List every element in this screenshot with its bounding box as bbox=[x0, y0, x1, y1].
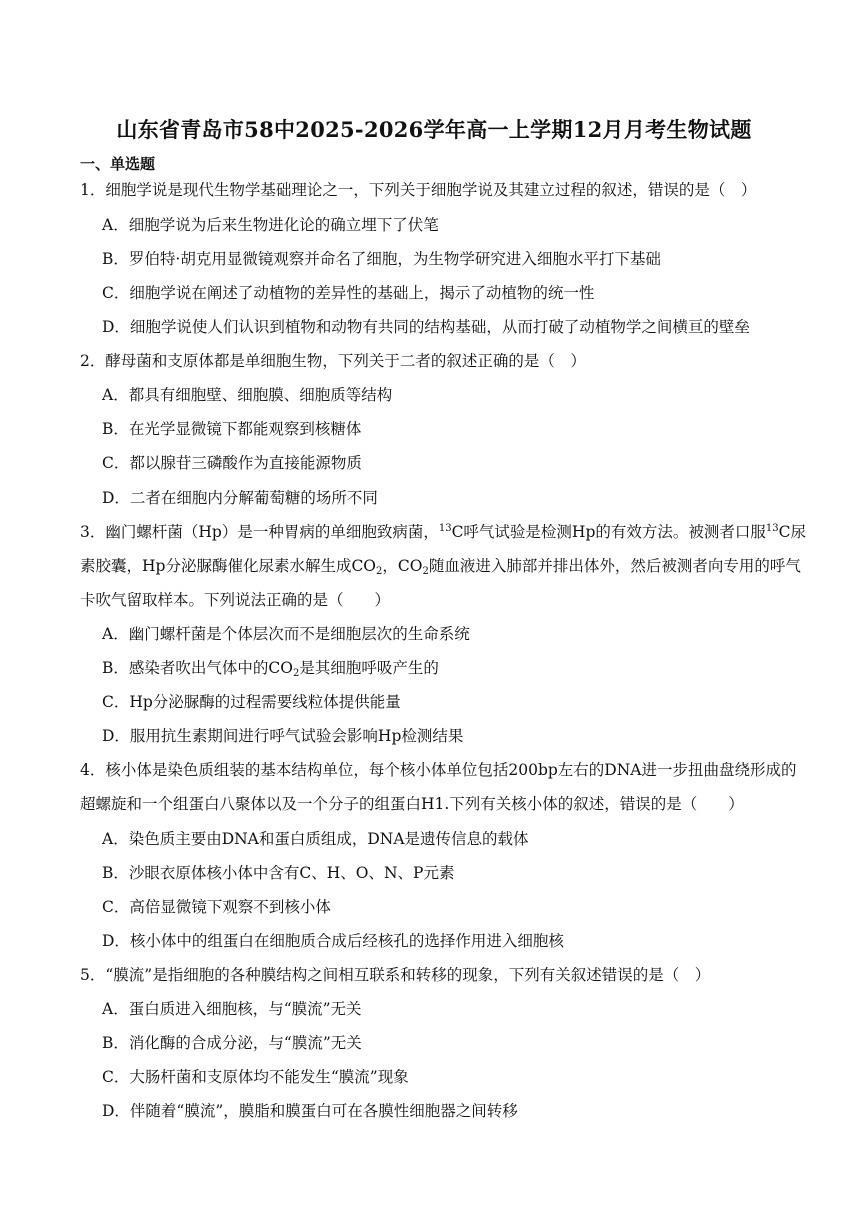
question-number: 4． bbox=[80, 761, 106, 779]
question-3-stem-line-2 bbox=[80, 556, 800, 576]
question-2-stem bbox=[80, 351, 800, 371]
section-heading: 一、单选题 bbox=[80, 155, 156, 173]
question-number: 5． bbox=[80, 966, 106, 984]
question-text: C呼气试验是检测Hp的有效方法。被测者口服 bbox=[451, 523, 766, 541]
question-text: 随血液进入肺部并排出体外，然后被测者向专用的呼气 bbox=[428, 557, 801, 575]
subscript: 2 bbox=[422, 566, 429, 577]
question-1-option-a: A．细胞学说为后来生物进化论的确立埋下了伏笔 bbox=[102, 216, 439, 234]
question-text: 幽门螺杆菌（Hp）是一种胃病的单细胞致病菌， bbox=[105, 523, 439, 541]
question-3-option-a: A．幽门螺杆菌是个体层次而不是细胞层次的生命系统 bbox=[102, 625, 470, 643]
question-text: 核小体是染色质组装的基本结构单位，每个核小体单位包括200bp左右的DNA进一步扭曲盘绕形成的 bbox=[105, 761, 797, 779]
question-text: ，CO bbox=[382, 557, 423, 575]
question-1-option-c: C．细胞学说在阐述了动植物的差异性的基础上，揭示了动植物的统一性 bbox=[102, 284, 595, 302]
isotope-superscript: 13 bbox=[765, 523, 779, 534]
question-number: 2． bbox=[80, 352, 106, 370]
question-3-stem-line-1 bbox=[80, 522, 806, 542]
subscript: 2 bbox=[292, 668, 300, 679]
question-5-stem bbox=[80, 965, 800, 985]
question-5-option-a: A．蛋白质进入细胞核，与“膜流”无关 bbox=[102, 1000, 362, 1018]
question-1-option-b: B．罗伯特·胡克用显微镜观察并命名了细胞，为生物学研究进入细胞水平打下基础 bbox=[102, 250, 661, 268]
question-5-option-d: D．伴随着“膜流”，膜脂和膜蛋白可在各膜性细胞器之间转移 bbox=[102, 1102, 518, 1120]
question-number: 1． bbox=[80, 181, 106, 199]
question-3-option-d: D．服用抗生素期间进行呼气试验会影响Hp检测结果 bbox=[102, 727, 464, 745]
question-4-option-b: B．沙眼衣原体核小体中含有C、H、O、N、P元素 bbox=[102, 864, 455, 882]
question-text: “膜流”是指细胞的各种膜结构之间相互联系和转移的现象，下列有关叙述错误的是（ ） bbox=[105, 966, 711, 984]
option-text: 是其细胞呼吸产生的 bbox=[299, 659, 439, 677]
question-text: 素胶囊，Hp分泌脲酶催化尿素水解生成CO bbox=[80, 557, 377, 575]
isotope-superscript: 13 bbox=[438, 523, 452, 534]
question-5-option-c: C．大肠杆菌和支原体均不能发生“膜流”现象 bbox=[102, 1068, 409, 1086]
option-text: B．感染者吹出气体中的CO bbox=[102, 659, 293, 677]
question-text: 细胞学说是现代生物学基础理论之一，下列关于细胞学说及其建立过程的叙述，错误的是（ ） bbox=[105, 181, 757, 199]
question-1-stem bbox=[80, 180, 800, 200]
question-2-option-d: D．二者在细胞内分解葡萄糖的场所不同 bbox=[102, 489, 378, 507]
question-4-option-a: A．染色质主要由DNA和蛋白质组成，DNA是遗传信息的载体 bbox=[102, 830, 529, 848]
question-3-option-c: C．Hp分泌脲酶的过程需要线粒体提供能量 bbox=[102, 693, 401, 711]
question-2-option-c: C．都以腺苷三磷酸作为直接能源物质 bbox=[102, 454, 362, 472]
subscript: 2 bbox=[376, 566, 383, 577]
question-text: 酵母菌和支原体都是单细胞生物，下列关于二者的叙述正确的是（ ） bbox=[105, 352, 586, 370]
question-4-stem-line-1 bbox=[80, 760, 800, 780]
question-number: 3． bbox=[80, 523, 106, 541]
question-3-option-b bbox=[102, 658, 822, 678]
question-5-option-b: B．消化酶的合成分泌，与“膜流”无关 bbox=[102, 1034, 362, 1052]
question-4-option-c: C．高倍显微镜下观察不到核小体 bbox=[102, 898, 331, 916]
question-text: C尿 bbox=[778, 523, 806, 541]
question-2-option-a: A．都具有细胞壁、细胞膜、细胞质等结构 bbox=[102, 386, 393, 404]
question-4-option-d: D．核小体中的组蛋白在细胞质合成后经核孔的选择作用进入细胞核 bbox=[102, 932, 564, 950]
question-3-stem-line-3: 卡吹气留取样本。下列说法正确的是（ ） bbox=[80, 591, 391, 609]
page-title: 山东省青岛市58中2025-2026学年高一上学期12月月考生物试题 bbox=[116, 117, 752, 142]
question-4-stem-line-2: 超螺旋和一个组蛋白八聚体以及一个分子的组蛋白H1.下列有关核小体的叙述，错误的是（ ） bbox=[80, 795, 744, 813]
question-2-option-b: B．在光学显微镜下都能观察到核糖体 bbox=[102, 420, 362, 438]
question-1-option-d: D．细胞学说使人们认识到植物和动物有共同的结构基础，从而打破了动植物学之间横亘的壁垒 bbox=[102, 318, 750, 336]
